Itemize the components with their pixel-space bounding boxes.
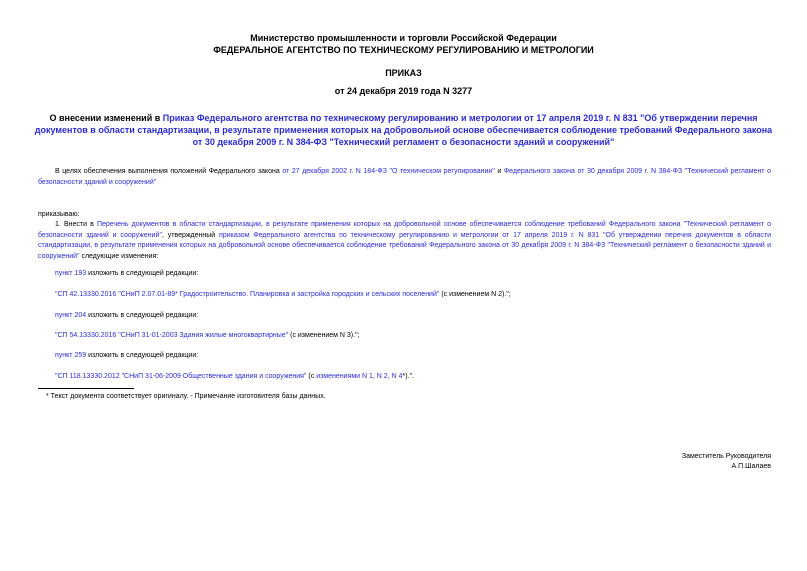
agency-name: ФЕДЕРАЛЬНОЕ АГЕНТСТВО ПО ТЕХНИЧЕСКОМУ РЕГУЛИРОВАНИЮ И МЕТРОЛОГИИ (213, 45, 594, 55)
ministry-name: Министерство промышленности и торговли Российской Федерации (250, 33, 557, 43)
doc-type: ПРИКАЗ (385, 68, 422, 78)
change-1-tail: (с изменением N 2)."; (439, 291, 511, 298)
intro-paragraph (38, 167, 771, 188)
item1-text-1: 1. Внести в (55, 221, 97, 228)
change-2-quote-open: " (55, 332, 58, 339)
signature-name: А.П.Шалаев (731, 463, 771, 470)
change-2-point (38, 311, 771, 322)
doc-date-number: от 24 декабря 2019 года N 3277 (334, 86, 473, 96)
change-3-text (38, 372, 771, 383)
item-1-paragraph (38, 220, 771, 262)
item1-text-3: следующие изменения: (79, 252, 159, 260)
item1-link-order-831[interactable]: приказом Федерального агентства по техническому регулированию и метрологии от 17 апреля 2019 г. N 831 "Об утверждении перечня документов в области стандартизации, в результате применения которых на добровольной основе обеспечивается соблюдение требований Федерального закона от 30 декабря 2009 г. N 384-ФЗ "Технический регламент о безопасности зданий и сооружений" (38, 231, 771, 260)
sp-54-link[interactable]: СП 54.13330.2016 "СНиП 31-01-2003 Здания жилые многоквартирные" (57, 332, 289, 339)
amendments-link[interactable]: изменениями N 1, N 2, N 4 (316, 373, 403, 380)
order-word: приказываю: (38, 211, 80, 218)
change-1-quote-open: " (55, 291, 58, 298)
point-193-link[interactable]: пункт 193 (55, 270, 87, 277)
change-3-tail: (с (306, 373, 317, 380)
footnote-divider (38, 388, 134, 389)
intro-text-1: В целях обеспечения выполнения положений Федерального закона (55, 168, 283, 175)
sp-42-link[interactable]: СП 42.13330.2016 "СНиП 2.07.01-89* Градостроительство. Планировка и застройка городских и сельских поселений" (57, 291, 440, 298)
point-204-text: изложить в следующей редакции: (86, 312, 199, 319)
point-259-text: изложить в следующей редакции: (86, 352, 199, 359)
item1-text-2: , утвержденный (161, 231, 220, 239)
footnote: * Текст документа соответствует оригиналу. - Примечание изготовителя базы данных. (46, 393, 326, 400)
document-title (30, 112, 777, 148)
title-link[interactable]: Приказ Федерального агентства по техническому регулированию и метрологии от 17 апреля 2019 г. N 831 "Об утверждении перечня документов в области стандартизации, в результате применения которых на добровольной основе обеспечивается соблюдение требований Федерального закона от 30 декабря 2009 г. N 384-ФЗ "Технический регламент о безопасности зданий и сооружений" (34, 113, 773, 147)
point-193-text: изложить в следующей редакции: (86, 270, 199, 277)
intro-link-384fz[interactable]: Федерального закона от 30 декабря 2009 г. N 384-ФЗ "Технический регламент о безопасности зданий и сооружений" (38, 168, 771, 186)
change-1-text (38, 290, 771, 301)
change-2-text (38, 331, 771, 342)
change-1-point (38, 269, 771, 280)
point-204-link[interactable]: пункт 204 (55, 312, 87, 319)
intro-link-184fz[interactable]: от 27 декабря 2002 г. N 184-ФЗ "О техническом регулировании" (282, 168, 495, 175)
title-prefix: О внесении изменений в (49, 113, 163, 123)
change-3-quote-open: " (55, 373, 58, 380)
item1-link-list[interactable]: Перечень документов в области стандартизации, в результате применения которых на добровольной основе обеспечивается соблюдение требований Федерального закона "Технический регламент о безопасности зданий и сооружений" (38, 221, 771, 239)
point-259-link[interactable]: пункт 259 (55, 352, 87, 359)
change-3-tail-end: *).". (402, 373, 414, 380)
signature-position: Заместитель Руководителя (681, 453, 771, 460)
intro-text-2: и (494, 168, 504, 175)
sp-118-link[interactable]: СП 118.13330.2012 "СНиП 31-06-2009 Общественные здания и сооружения" (57, 373, 307, 380)
change-3-point (38, 351, 771, 362)
change-2-tail: (с изменением N 3)."; (288, 332, 360, 339)
